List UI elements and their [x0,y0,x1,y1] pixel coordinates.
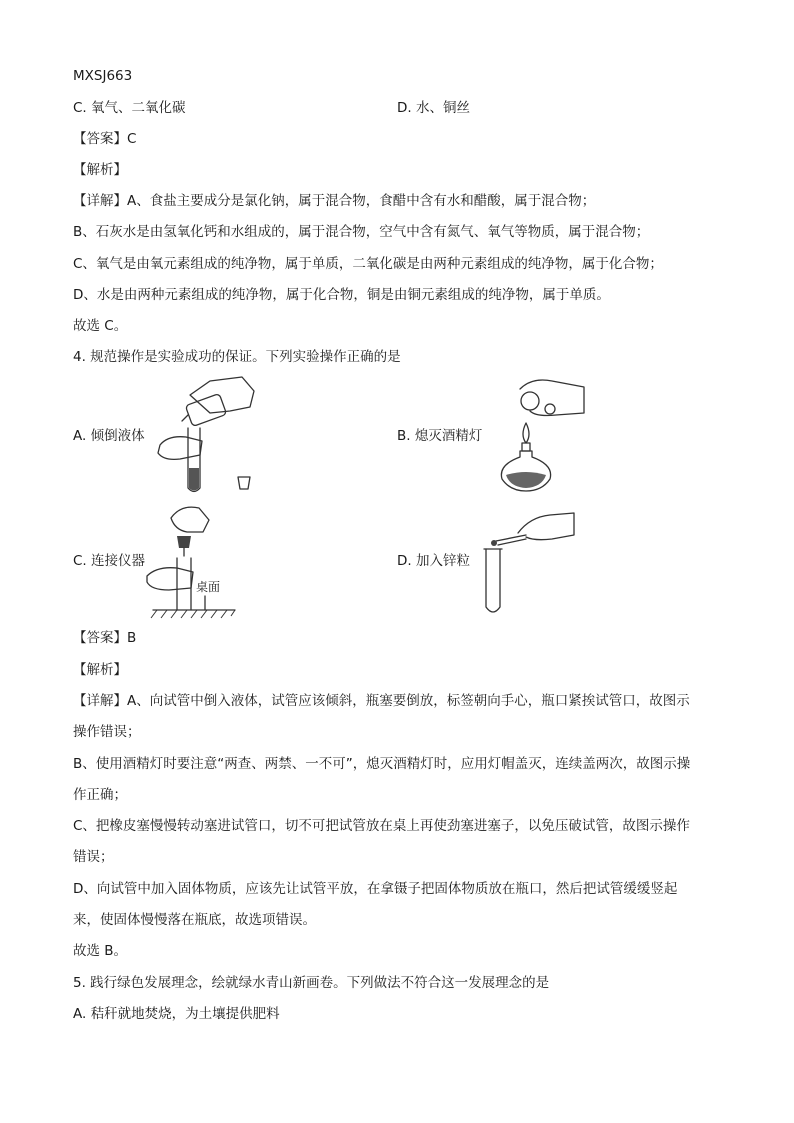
desk-label: 桌面 [196,580,221,594]
q3-detail-a: 【详解】A、食盐主要成分是氯化钠，属于混合物，食醋中含有水和醋酸，属于混合物； [73,193,596,209]
q3-analysis-label: 【解析】 [73,162,127,178]
q3-answer: 【答案】C [73,131,137,147]
q3-detail-c: C、氧气是由氧元素组成的纯净物，属于单质，二氧化碳是由两种元素组成的纯净物，属于化合物； [73,256,663,272]
figure-alcohol-lamp [492,375,588,497]
header-code: MXSJ663 [73,68,133,84]
q4-detail-c-line1: C、把橡皮塞慢慢转动塞进试管口，切不可把试管放在桌上再使劲塞进塞子，以免压破试管，故图示操作 [73,818,690,834]
q4-option-b: B. 熄灭酒精灯 [397,428,483,444]
q4-answer: 【答案】B [73,630,137,646]
q3-detail-b: B、石灰水是由氢氧化钙和水组成的，属于混合物，空气中含有氮气、氧气等物质，属于混合物； [73,224,650,240]
q4-option-a: A. 倾倒液体 [73,428,145,444]
q4-option-c: C. 连接仪器 [73,553,146,569]
q4-conclusion: 故选 B。 [73,943,128,959]
q4-detail-a-line2: 操作错误； [73,724,141,740]
q3-option-d: D. 水、铜丝 [397,100,470,116]
q4-detail-b-line2: 作正确； [73,787,127,803]
figure-connecting-apparatus [143,502,243,620]
q4-detail-b-line1: B、使用酒精灯时要注意“两查、两禁、一不可”，熄灭酒精灯时，应用灯帽盖灭，连续盖两次，故图示操 [73,756,691,772]
q3-option-c: C. 氧气、二氧化碳 [73,100,186,116]
figure-pouring-liquid [150,373,262,498]
q4-detail-d-line2: 来，使固体慢慢落在瓶底，故选项错误。 [73,912,316,928]
q5-option-a: A. 秸秆就地焚烧，为土壤提供肥料 [73,1006,280,1022]
q3-conclusion: 故选 C。 [73,318,128,334]
q4-detail-a-line1: 【详解】A、向试管中倒入液体，试管应该倾斜，瓶塞要倒放，标签朝向手心，瓶口紧挨试管口，故图示 [73,693,690,709]
q4-detail-d-line1: D、向试管中加入固体物质，应该先让试管平放，在拿镊子把固体物质放在瓶口，然后把试管缓缓竖起 [73,881,678,897]
q4-analysis-label: 【解析】 [73,662,127,678]
q5-stem: 5. 践行绿色发展理念，绘就绿水青山新画卷。下列做法不符合这一发展理念的是 [73,975,550,991]
q3-detail-d: D、水是由两种元素组成的纯净物，属于化合物，铜是由铜元素组成的纯净物，属于单质。 [73,287,610,303]
q4-stem: 4. 规范操作是实验成功的保证。下列实验操作正确的是 [73,349,401,365]
q4-option-d: D. 加入锌粒 [397,553,470,569]
q4-detail-c-line2: 错误； [73,849,114,865]
figure-adding-zinc [478,505,578,617]
